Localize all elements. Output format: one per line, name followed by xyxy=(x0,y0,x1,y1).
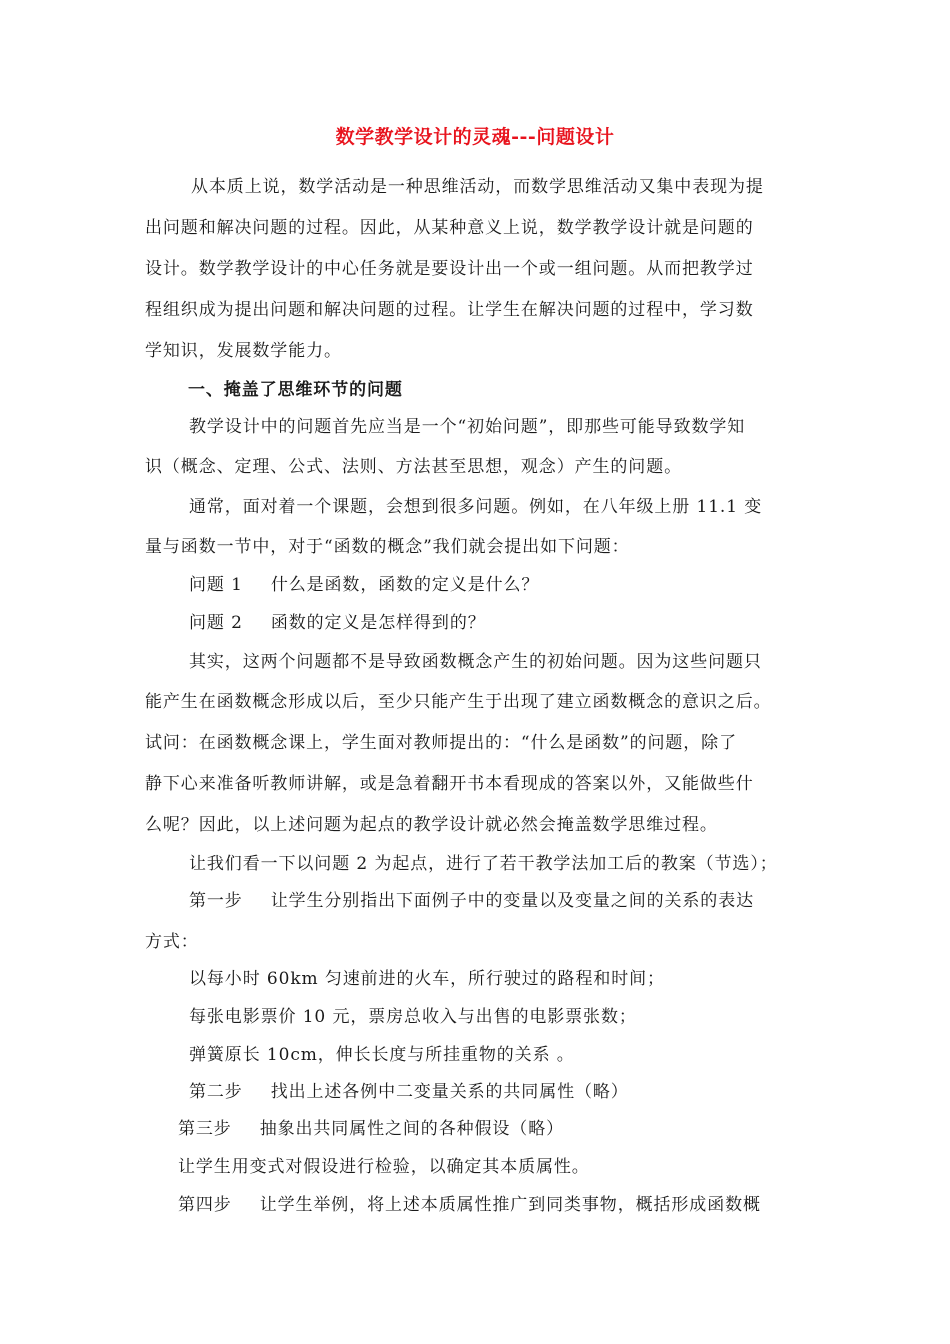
paragraph-line: 学知识，发展数学能力。 xyxy=(145,341,342,361)
paragraph-line: 量与函数一节中，对于“函数的概念”我们就会提出如下问题： xyxy=(145,537,630,557)
step-text: 让学生举例，将上述本质属性推广到同类事物，概括形成函数概 xyxy=(259,1195,761,1215)
paragraph-line: 能产生在函数概念形成以后，至少只能产生于出现了建立函数概念的意识之后。 xyxy=(145,692,772,712)
paragraph-line: 让学生用变式对假设进行检验，以确定其本质属性。 xyxy=(178,1157,590,1177)
question-line xyxy=(189,574,539,596)
paragraph-line: 方式： xyxy=(145,932,199,952)
step-label: 第四步 xyxy=(178,1195,232,1215)
paragraph-line: 识（概念、定理、公式、法则、方法甚至思想，观念）产生的问题。 xyxy=(145,457,682,477)
step-label: 第三步 xyxy=(178,1119,232,1139)
step-text: 找出上述各例中二变量关系的共同属性（略） xyxy=(270,1082,629,1102)
question-text: 什么是函数，函数的定义是什么？ xyxy=(270,575,540,595)
step-line xyxy=(189,890,754,912)
paragraph-line: 么呢？因此，以上述问题为起点的教学设计就必然会掩盖数学思维过程。 xyxy=(145,815,718,835)
step-text: 抽象出共同属性之间的各种假设（略） xyxy=(259,1119,565,1139)
document-title: 数学教学设计的灵魂---问题设计 xyxy=(335,126,615,148)
paragraph-line: 从本质上说，数学活动是一种思维活动，而数学思维活动又集中表现为提 xyxy=(191,177,764,197)
paragraph-line: 教学设计中的问题首先应当是一个“初始问题”，即那些可能导致数学知 xyxy=(189,417,746,437)
example-line: 弹簧原长 10cm，伸长长度与所挂重物的关系 。 xyxy=(189,1045,575,1065)
step-line xyxy=(189,1081,629,1103)
step-label: 第一步 xyxy=(189,891,243,911)
paragraph-line: 设计。数学教学设计的中心任务就是要设计出一个或一组问题。从而把教学过 xyxy=(145,259,754,279)
example-line: 以每小时 60km 匀速前进的火车，所行驶过的路程和时间； xyxy=(189,969,665,989)
question-text: 函数的定义是怎样得到的？ xyxy=(270,613,486,633)
paragraph-line: 程组织成为提出问题和解决问题的过程。让学生在解决问题的过程中，学习数 xyxy=(145,300,754,320)
paragraph-line: 通常，面对着一个课题，会想到很多问题。例如，在八年级上册 11.1 变 xyxy=(189,497,763,517)
paragraph-line: 静下心来准备听教师讲解，或是急着翻开书本看现成的答案以外，又能做些什 xyxy=(145,774,754,794)
question-label: 问题 1 xyxy=(189,575,243,595)
question-label: 问题 2 xyxy=(189,613,243,633)
step-label: 第二步 xyxy=(189,1082,243,1102)
section-heading: 一、掩盖了思维环节的问题 xyxy=(188,380,403,400)
example-line: 每张电影票价 10 元，票房总收入与出售的电影票张数； xyxy=(189,1007,637,1027)
step-text: 让学生分别指出下面例子中的变量以及变量之间的关系的表达 xyxy=(270,891,755,911)
paragraph-line: 其实，这两个问题都不是导致函数概念产生的初始问题。因为这些问题只 xyxy=(189,652,762,672)
question-line xyxy=(189,612,486,634)
step-line xyxy=(178,1194,761,1216)
step-line xyxy=(178,1118,564,1140)
paragraph-line: 出问题和解决问题的过程。因此，从某种意义上说，数学教学设计就是问题的 xyxy=(145,218,754,238)
paragraph-line: 让我们看一下以问题 2 为起点，进行了若干教学法加工后的教案（节选）； xyxy=(189,854,778,874)
paragraph-line: 试问：在函数概念课上，学生面对教师提出的：“什么是函数”的问题，除了 xyxy=(145,733,737,753)
